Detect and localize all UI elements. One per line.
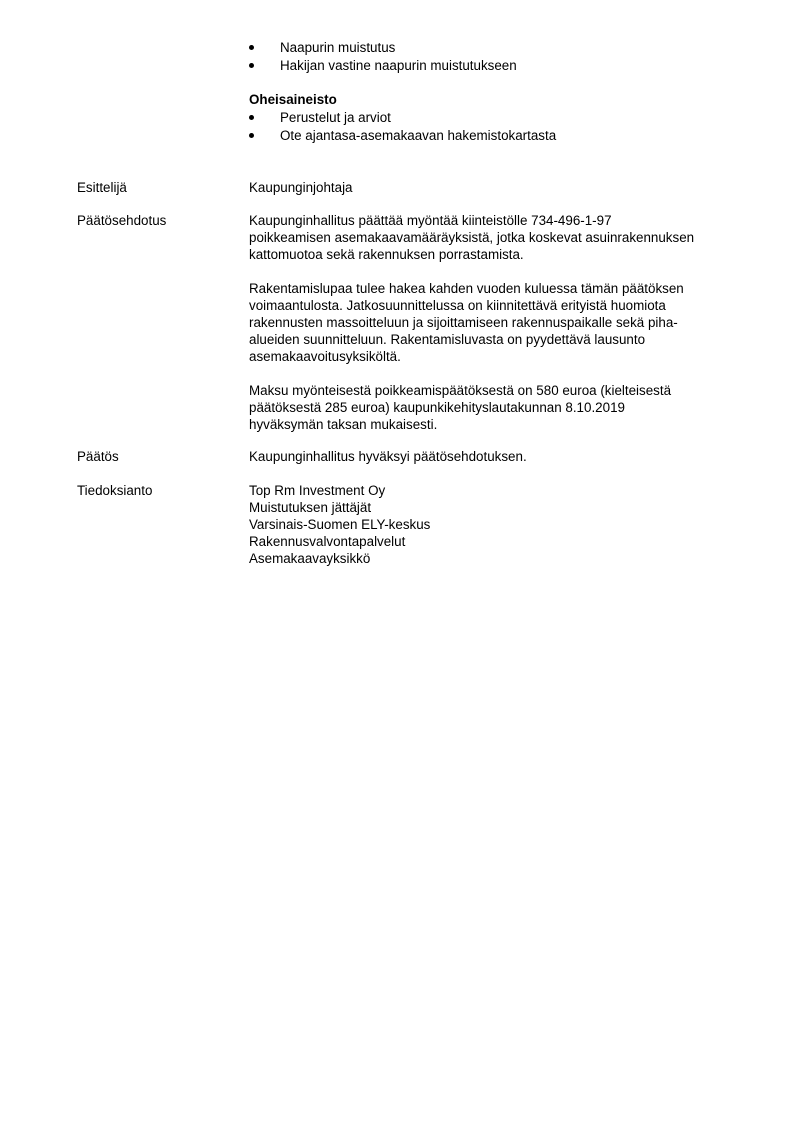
text-line: alueiden suunnitteluun. Rakentamisluvasta on pyydettävä lausunto <box>249 332 646 347</box>
text-line: Kaupunginhallitus päättää myöntää kiinteistölle 734-496-1-97 <box>249 213 612 228</box>
attachments-list <box>249 39 517 75</box>
presenter-value: Kaupunginjohtaja <box>249 180 353 195</box>
list-item <box>249 109 556 127</box>
presenter-label: Esittelijä <box>77 180 127 195</box>
recipient-item: Rakennusvalvontapalvelut <box>249 534 406 549</box>
proposal-paragraph <box>249 382 749 433</box>
decision-label: Päätös <box>77 449 119 464</box>
supplementary-item-label: Perustelut ja arviot <box>280 110 391 125</box>
text-line: voimaantulosta. Jatkosuunnittelussa on kiinnitettävä erityistä huomiota <box>249 298 666 313</box>
text-line: kattomuotoa sekä rakennuksen porrastamista. <box>249 247 524 262</box>
list-item <box>249 57 517 75</box>
recipient-item: Varsinais-Suomen ELY-keskus <box>249 517 431 532</box>
bullet-icon <box>249 115 254 120</box>
bullet-icon <box>249 133 254 138</box>
decision-value-block <box>249 448 749 465</box>
text-line: poikkeamisen asemakaavamääräyksistä, jotka koskevat asuinrakennuksen <box>249 230 695 245</box>
recipient-item: Muistutuksen jättäjät <box>249 500 372 515</box>
supplementary-heading: Oheisaineisto <box>249 92 337 107</box>
notification-recipients <box>249 482 749 567</box>
text-line: asemakaavoitusyksiköltä. <box>249 349 401 364</box>
text-line: päätöksestä 285 euroa) kaupunkikehityslautakunnan 8.10.2019 <box>249 400 625 415</box>
proposal-paragraph <box>249 212 749 263</box>
supplementary-list <box>249 109 556 145</box>
notification-label: Tiedoksianto <box>77 483 153 498</box>
recipient-item: Top Rm Investment Oy <box>249 483 386 498</box>
text-line: Rakentamislupaa tulee hakea kahden vuoden kuluessa tämän päätöksen <box>249 281 684 296</box>
list-item <box>249 127 556 145</box>
decision-value: Kaupunginhallitus hyväksyi päätösehdotuksen. <box>249 449 527 464</box>
bullet-icon <box>249 45 254 50</box>
attachment-item-label: Naapurin muistutus <box>280 40 396 55</box>
text-line: rakennusten massoitteluun ja sijoittamiseen rakennuspaikalle sekä piha- <box>249 315 678 330</box>
proposal-label: Päätösehdotus <box>77 213 167 228</box>
presenter-value-block <box>249 179 749 196</box>
proposal-text <box>249 212 749 433</box>
proposal-paragraph <box>249 280 749 365</box>
text-line: hyväksymän taksan mukaisesti. <box>249 417 438 432</box>
supplementary-item-label: Ote ajantasa-asemakaavan hakemistokartasta <box>280 128 557 143</box>
bullet-icon <box>249 63 254 68</box>
recipient-item: Asemakaavayksikkö <box>249 551 371 566</box>
attachment-item-label: Hakijan vastine naapurin muistutukseen <box>280 58 517 73</box>
text-line: Maksu myönteisestä poikkeamispäätöksestä on 580 euroa (kielteisestä <box>249 383 672 398</box>
list-item <box>249 39 517 57</box>
